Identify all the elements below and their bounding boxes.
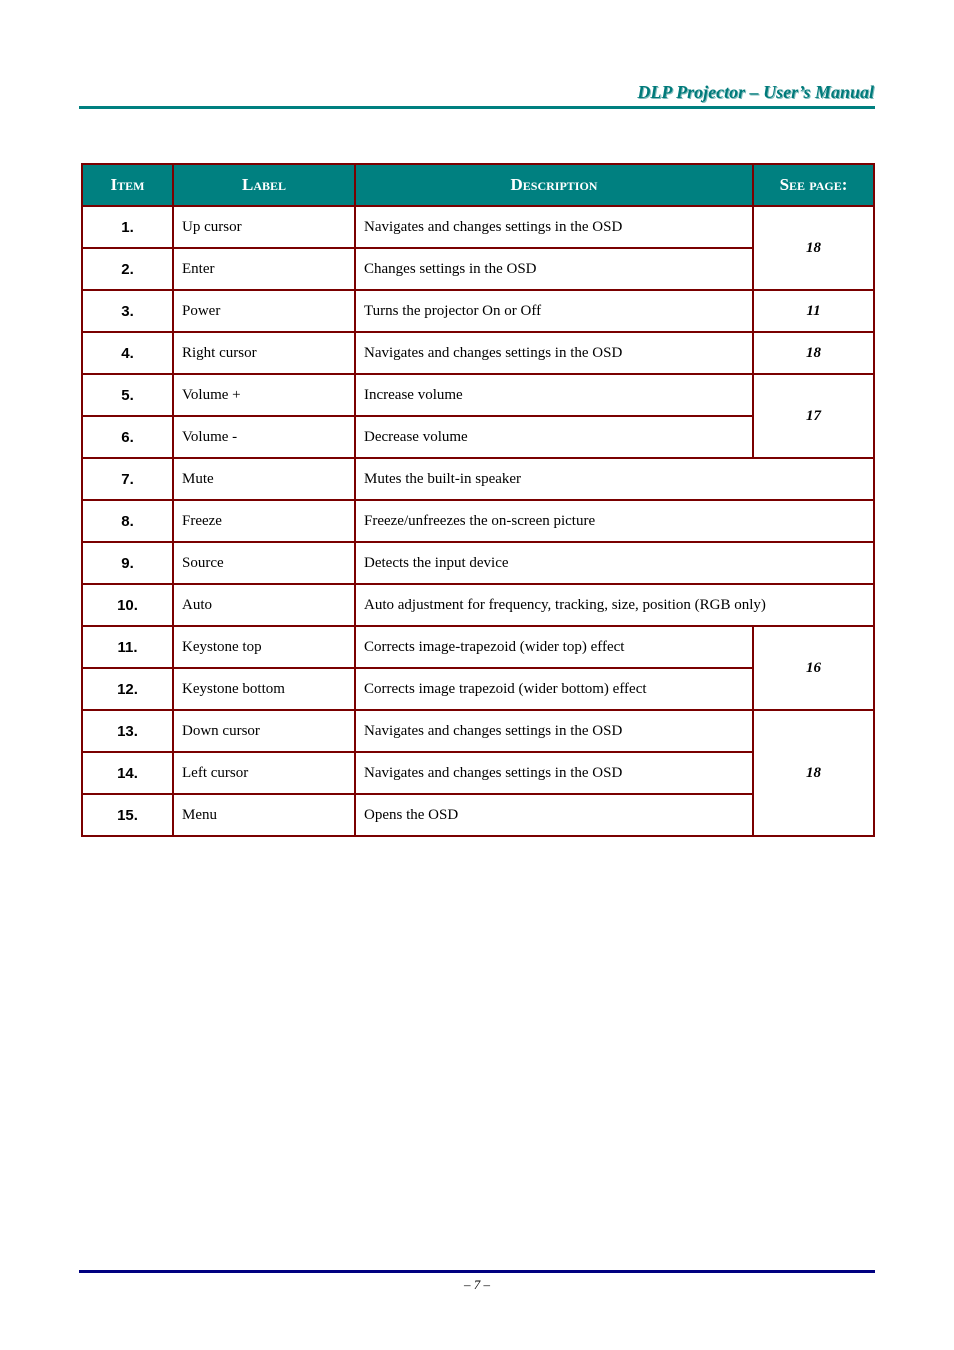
item-label: Power: [173, 290, 355, 332]
header-see-page: See page:: [753, 164, 874, 206]
table-row: [82, 626, 874, 668]
item-description: Opens the OSD: [355, 794, 753, 836]
footer-rule: [79, 1270, 875, 1273]
see-page: 18: [753, 332, 874, 374]
item-number: 1.: [82, 206, 173, 248]
item-description: Navigates and changes settings in the OSD: [355, 206, 753, 248]
item-label: Volume +: [173, 374, 355, 416]
table-row: [82, 500, 874, 542]
item-description: Detects the input device: [355, 542, 874, 584]
item-description: Decrease volume: [355, 416, 753, 458]
item-number: 15.: [82, 794, 173, 836]
table-row: [82, 710, 874, 752]
item-number: 11.: [82, 626, 173, 668]
table-row: [82, 542, 874, 584]
item-label: Menu: [173, 794, 355, 836]
item-number: 4.: [82, 332, 173, 374]
item-description: Mutes the built-in speaker: [355, 458, 874, 500]
item-description: Increase volume: [355, 374, 753, 416]
table-row: [82, 290, 874, 332]
table-row: [82, 458, 874, 500]
see-page: 17: [753, 374, 874, 458]
item-label: Right cursor: [173, 332, 355, 374]
item-label: Volume -: [173, 416, 355, 458]
item-label: Auto: [173, 584, 355, 626]
item-number: 3.: [82, 290, 173, 332]
item-description: Navigates and changes settings in the OSD: [355, 752, 753, 794]
item-number: 13.: [82, 710, 173, 752]
item-number: 14.: [82, 752, 173, 794]
item-number: 8.: [82, 500, 173, 542]
item-description: Navigates and changes settings in the OSD: [355, 332, 753, 374]
header-label: Label: [173, 164, 355, 206]
item-label: Freeze: [173, 500, 355, 542]
item-number: 12.: [82, 668, 173, 710]
item-label: Mute: [173, 458, 355, 500]
item-label: Source: [173, 542, 355, 584]
see-page: 16: [753, 626, 874, 710]
item-number: 10.: [82, 584, 173, 626]
item-label: Up cursor: [173, 206, 355, 248]
item-number: 5.: [82, 374, 173, 416]
keypad-table: [81, 163, 875, 837]
header-description: Description: [355, 164, 753, 206]
item-number: 9.: [82, 542, 173, 584]
header-item: Item: [82, 164, 173, 206]
see-page: 18: [753, 710, 874, 836]
page-number: – 7 –: [464, 1277, 490, 1292]
item-label: Keystone top: [173, 626, 355, 668]
item-description: Auto adjustment for frequency, tracking, size, position (RGB only): [355, 584, 874, 626]
table-row: [82, 374, 874, 416]
item-description: Corrects image-trapezoid (wider top) effect: [355, 626, 753, 668]
item-label: Keystone bottom: [173, 668, 355, 710]
header-rule: [79, 106, 875, 109]
table-row: [82, 206, 874, 248]
item-description: Freeze/unfreezes the on-screen picture: [355, 500, 874, 542]
item-number: 7.: [82, 458, 173, 500]
see-page: 18: [753, 206, 874, 290]
item-number: 6.: [82, 416, 173, 458]
item-label: Down cursor: [173, 710, 355, 752]
item-description: Corrects image trapezoid (wider bottom) effect: [355, 668, 753, 710]
item-description: Navigates and changes settings in the OSD: [355, 710, 753, 752]
see-page: 11: [753, 290, 874, 332]
table-row: [82, 584, 874, 626]
item-label: Enter: [173, 248, 355, 290]
item-number: 2.: [82, 248, 173, 290]
item-label: Left cursor: [173, 752, 355, 794]
item-description: Changes settings in the OSD: [355, 248, 753, 290]
table-row: [82, 332, 874, 374]
item-description: Turns the projector On or Off: [355, 290, 753, 332]
header-title: DLP Projector – User’s Manual: [637, 82, 874, 102]
table-header-row: [82, 164, 874, 206]
